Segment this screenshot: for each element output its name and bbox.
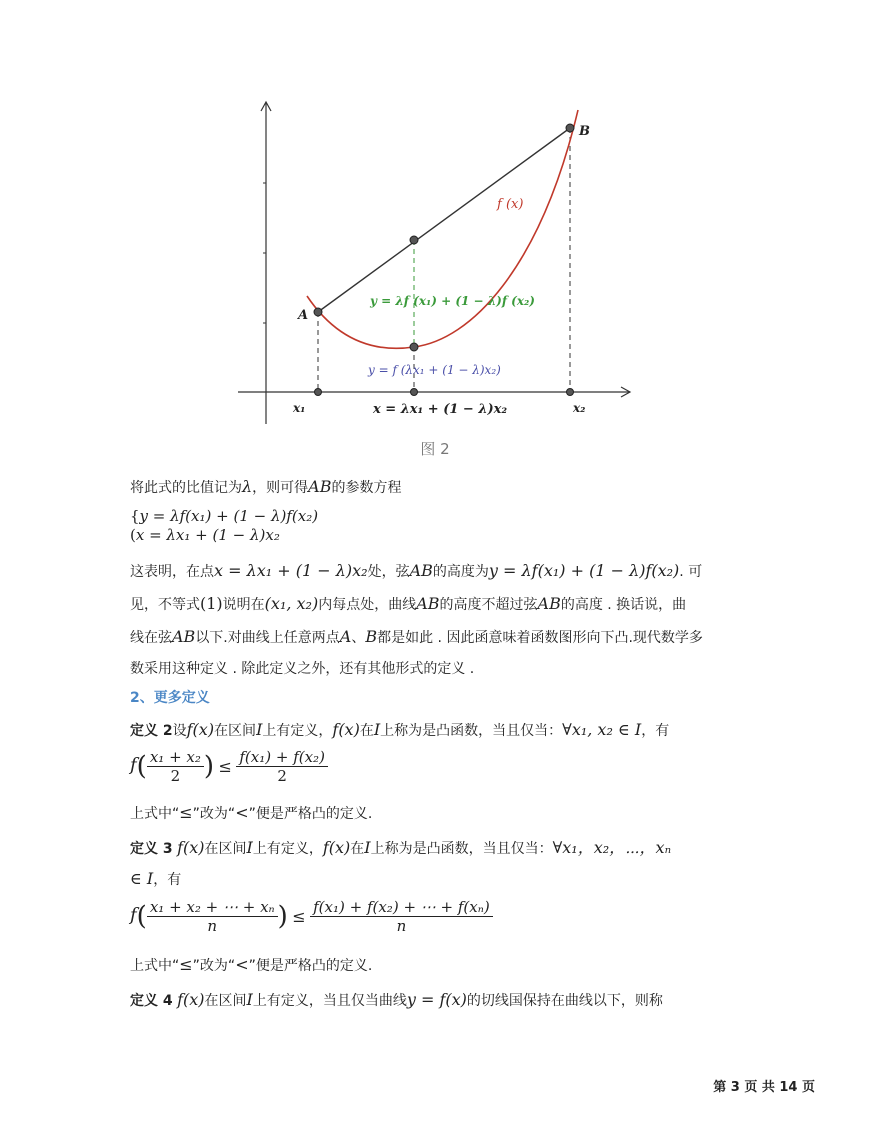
text: ”改为“: [192, 958, 236, 974]
fraction: [147, 898, 278, 935]
math: I: [246, 838, 253, 857]
math: <: [235, 803, 249, 822]
text: 设: [172, 723, 187, 739]
paragraph-line-2: [130, 594, 686, 615]
paren: ): [277, 901, 288, 932]
x1-label: x₁: [293, 401, 306, 415]
text: 这表明，在点: [130, 564, 214, 580]
text: 处，弦: [367, 564, 410, 580]
math: f(x): [186, 720, 215, 739]
paragraph-line-4: 数采用这种定义 . 除此定义之外，还有其他形式的定义 .: [130, 661, 475, 677]
point-chord: [410, 236, 418, 244]
numerator: f(x₁) + f(x₂) + ⋯ + f(xₙ): [310, 898, 493, 917]
text: 的参数方程: [331, 480, 402, 496]
convex-function-figure: [0, 0, 870, 440]
text: 在: [359, 723, 374, 739]
text: ”便是严格凸的定义.: [248, 806, 373, 822]
math: λ: [242, 477, 253, 496]
math: ≤: [179, 803, 193, 822]
math: ≤: [179, 955, 193, 974]
fraction: [310, 898, 493, 935]
inequality-2: [130, 748, 328, 785]
text: 内每点处，曲线: [318, 597, 417, 613]
math: f(x): [177, 838, 205, 857]
text: 上式中“: [130, 958, 180, 974]
math: I: [364, 838, 371, 857]
text: 在区间: [204, 993, 247, 1009]
numerator: f(x₁) + f(x₂): [236, 748, 328, 767]
math: ≤: [218, 757, 232, 776]
text: 线在弦: [130, 630, 172, 646]
text: 、: [351, 630, 366, 646]
x2-label: x₂: [573, 401, 586, 415]
denominator: 2: [277, 767, 287, 785]
curve-label: f (x): [497, 197, 524, 212]
math: AB: [172, 627, 196, 646]
math: x = λx₁ + (1 − λ)x₂: [135, 526, 280, 544]
system-row-2: [130, 526, 318, 545]
text: 的高度不超过弦: [439, 597, 538, 613]
math: I: [373, 720, 381, 739]
math: f(x): [332, 720, 360, 739]
math: AB: [409, 561, 433, 580]
definition-4-line: [130, 990, 663, 1011]
definition-label: 定义 2: [130, 723, 173, 739]
definition-3-line-2: [130, 869, 181, 890]
math: I: [246, 990, 253, 1009]
math: f(x): [322, 838, 351, 857]
system-row-1: [130, 507, 318, 526]
text: . 可: [679, 564, 703, 580]
denominator: n: [396, 917, 407, 935]
denominator: n: [207, 917, 218, 935]
text: 在区间: [204, 841, 247, 857]
paren: ): [203, 751, 215, 782]
label-b: B: [579, 124, 590, 139]
section-heading: 2、更多定义: [130, 690, 210, 706]
fraction: [236, 748, 328, 785]
text: 上有定义，: [252, 841, 323, 857]
strict-note-2: [130, 955, 372, 976]
param-intro-line: [130, 477, 401, 498]
math: x = λx₁ + (1 − λ)x₂: [214, 561, 368, 580]
math: f(x): [177, 990, 205, 1009]
definition-label: 定义 4: [130, 993, 173, 1009]
label-a: A: [298, 308, 309, 323]
text: ”便是严格凸的定义.: [248, 958, 373, 974]
text: 都是如此 . 因此函意味着函数图形向下凸.现代数学多: [377, 630, 703, 646]
x-formula-label: x = λx₁ + (1 − λ)x₂: [373, 402, 508, 417]
math: ∀x₁，x₂，⋯，xₙ: [552, 838, 672, 857]
math: y = f(x): [406, 990, 467, 1009]
point-a: [314, 308, 322, 316]
math: AB: [308, 477, 332, 496]
definition-2-line: [130, 720, 669, 741]
text: 的切线国保持在曲线以下，则称: [466, 993, 663, 1009]
math: A: [339, 627, 352, 646]
convex-curve: [307, 110, 578, 348]
figure-caption: 图 2: [420, 440, 450, 458]
text: 在: [350, 841, 365, 857]
text: ，有: [641, 723, 670, 739]
text: 上式中“: [130, 806, 180, 822]
text: ”改为“: [192, 806, 236, 822]
chord-formula-label: y = λf (x₁) + (1 − λ)f (x₂): [370, 294, 535, 308]
inequality-3: [130, 898, 493, 935]
text: 上有定义，: [262, 723, 333, 739]
numerator: x₁ + x₂ + ⋯ + xₙ: [147, 898, 278, 917]
text: ，有: [153, 872, 182, 888]
math: ∀x₁, x₂ ∈ I: [562, 720, 642, 739]
definition-label: 定义 3: [130, 841, 173, 857]
point-x: [411, 389, 418, 396]
math: f: [130, 754, 137, 776]
curve-formula-label: y = f (λx₁ + (1 − λ)x₂): [368, 363, 501, 377]
math: <: [235, 955, 249, 974]
text: 见，不等式: [130, 597, 200, 613]
denominator: 2: [170, 767, 181, 785]
point-x1: [315, 389, 322, 396]
parametric-system: [130, 507, 318, 545]
math: (x₁, x₂): [264, 594, 319, 613]
math: f: [130, 904, 137, 926]
math: I: [256, 720, 263, 739]
math: ≤: [292, 907, 306, 926]
math: y = λf(x₁) + (1 − λ)f(x₂): [139, 507, 319, 525]
point-curve: [410, 343, 418, 351]
text: 以下.对曲线上任意两点: [195, 630, 340, 646]
text: 的高度为: [432, 564, 489, 580]
point-b: [566, 124, 574, 132]
math: B: [365, 627, 378, 646]
paren: (: [136, 901, 147, 932]
math: y = λf(x₁) + (1 − λ)f(x₂): [488, 561, 680, 580]
paragraph-line-3: [130, 627, 703, 648]
math: AB: [537, 594, 561, 613]
text: 上称为是凸函数，当且仅当：: [370, 841, 553, 857]
numerator: x₁ + x₂: [147, 748, 204, 767]
math: AB: [416, 594, 440, 613]
brace: {: [130, 507, 140, 525]
math: ∈ I: [130, 869, 154, 888]
text: ，则可得: [252, 480, 309, 496]
math: (1): [200, 594, 223, 613]
text: 上有定义，当且仅当曲线: [252, 993, 407, 1009]
text: 在区间: [214, 723, 257, 739]
text: 的高度 . 换话说，曲: [560, 597, 687, 613]
definition-3-line: [130, 838, 671, 859]
paragraph-line-1: [130, 561, 702, 582]
strict-note-1: [130, 803, 372, 824]
page-footer: 第 3 页 共 14 页: [713, 1080, 815, 1095]
text: 上称为是凸函数，当且仅当：: [380, 723, 563, 739]
brace: (: [130, 526, 136, 544]
chord-ab: [318, 128, 570, 312]
text: 将此式的比值记为: [130, 480, 242, 496]
text: 说明在: [222, 597, 265, 613]
fraction: [147, 748, 204, 785]
paren: (: [136, 751, 147, 782]
point-x2: [567, 389, 574, 396]
